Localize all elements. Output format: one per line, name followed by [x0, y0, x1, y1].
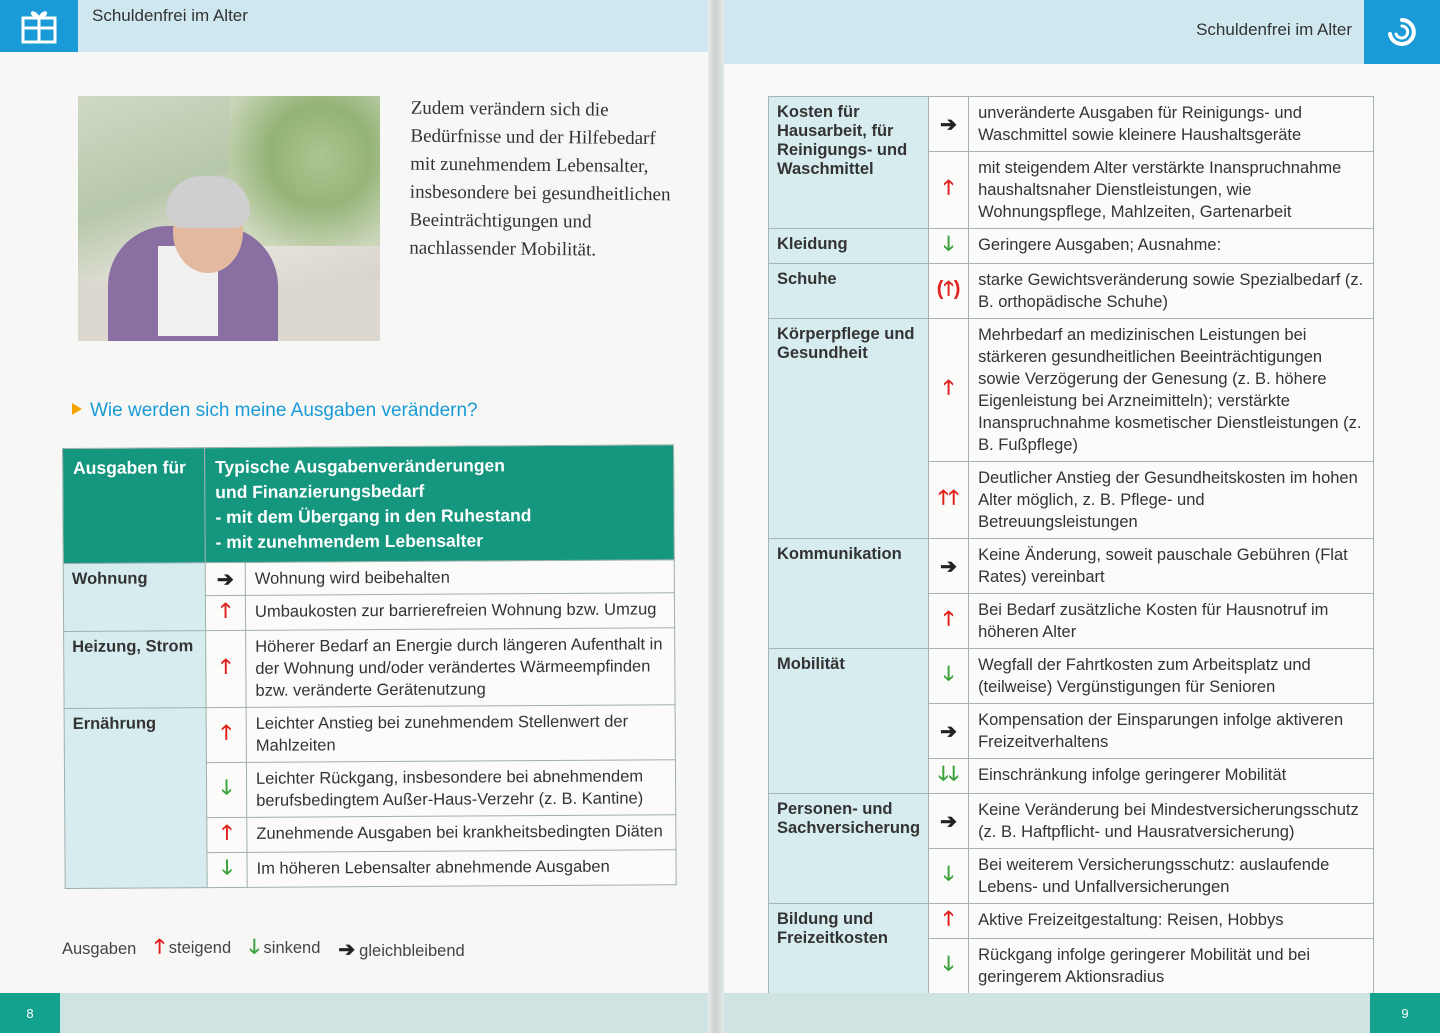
- change-description: Leichter Rückgang, insbesondere bei abnehmendem berufsbedingtem Außer-Haus-Verzehr (z. B. Kantine): [246, 760, 675, 818]
- change-description: Keine Veränderung bei Mindestversicherungsschutz (z. B. Haftpflicht- und Hausratversicherung): [969, 794, 1374, 849]
- header-line: - mit zunehmendem Lebensalter: [215, 530, 484, 553]
- change-description: mit steigendem Alter verstärkte Inanspruchnahme haushaltsnaher Dienstleistungen, wie Wohnungspflege, Mahlzeiten, Gartenarbeit: [969, 152, 1374, 229]
- category-cell: Körperpflege und Gesundheit: [769, 319, 929, 539]
- arrow-up-icon: 🡑: [154, 936, 165, 958]
- category-cell: Heizung, Strom: [64, 631, 206, 709]
- change-description: unveränderte Ausgaben für Reinigungs- und Waschmittel sowie kleinere Haushaltsgeräte: [969, 97, 1374, 152]
- logo: [0, 0, 78, 52]
- table-row: [769, 794, 1374, 849]
- arrow-down-icon: 🡓: [929, 649, 969, 704]
- double-arrow-up-icon: 🡑🡑: [929, 462, 969, 539]
- legend-label: Ausgaben: [62, 939, 137, 958]
- arrow-up-icon: 🡑: [929, 594, 969, 649]
- change-description: Rückgang infolge geringerer Mobilität und bei geringerem Aktionsradius: [969, 939, 1374, 994]
- arrow-down-icon: 🡓: [929, 939, 969, 994]
- category-cell: Mobilität: [769, 649, 929, 794]
- header-col-category: Ausgaben für: [63, 448, 206, 564]
- change-description: Mehrbedarf an medizinischen Leistungen bei stärkeren gesundheitlichen Beeinträchtigungen sowie Verzögerung der Genesung (z. B. höhere Eigenleistung bei Arzneimitteln); verstärkte Inanspruchnahme kosmetischer Dienstleistungen (z. B. Fußpflege): [969, 319, 1374, 462]
- expenses-table-right: [768, 96, 1374, 994]
- category-cell: Wohnung: [63, 563, 205, 632]
- arrow-right-icon: ➔: [205, 562, 245, 595]
- legend: [62, 932, 465, 966]
- footer-band: [716, 993, 1440, 1033]
- arrow-up-parenthesized-icon: (🡑): [929, 264, 969, 319]
- arrow-up-icon: 🡑: [206, 630, 246, 707]
- table-row: [64, 705, 675, 764]
- arrow-up-icon: 🡑: [929, 319, 969, 462]
- table-row: [769, 904, 1374, 939]
- section-question: [72, 400, 478, 422]
- arrow-right-icon: ➔: [929, 794, 969, 849]
- legend-down: sinkend: [263, 939, 321, 957]
- arrow-right-icon: ➔: [929, 539, 969, 594]
- header-title: Schuldenfrei im Alter: [92, 6, 248, 25]
- table-row: [769, 97, 1374, 152]
- change-description: Leichter Anstieg bei zunehmendem Stellenwert der Mahlzeiten: [246, 705, 675, 763]
- change-description: Einschränkung infolge geringerer Mobilität: [969, 759, 1374, 794]
- table-header-row: [63, 445, 675, 564]
- right-page: [716, 0, 1440, 1033]
- swirl-logo-icon: [1382, 12, 1422, 52]
- expenses-table-left: [62, 444, 677, 889]
- change-description: Geringere Ausgaben; Ausnahme:: [969, 229, 1374, 264]
- legend-side: gleichbleibend: [359, 941, 465, 960]
- change-description: Im höheren Lebensalter abnehmende Ausgaben: [247, 850, 676, 888]
- change-description: Umbaukosten zur barrierefreien Wohnung bzw. Umzug: [245, 593, 674, 631]
- gift-box-icon: [19, 6, 59, 46]
- table-row: [769, 229, 1374, 264]
- category-cell: Kleidung: [769, 229, 929, 264]
- table-row: [769, 539, 1374, 594]
- change-description: Kompensation der Einsparungen infolge aktiveren Freizeitverhaltens: [969, 704, 1374, 759]
- logo: [1364, 0, 1440, 64]
- left-page: [0, 0, 716, 1033]
- header-line: - mit dem Übergang in den Ruhestand: [215, 505, 532, 528]
- legend-up: steigend: [168, 939, 232, 957]
- arrow-down-icon: 🡓: [207, 852, 247, 887]
- arrow-down-icon: 🡓: [249, 936, 260, 958]
- change-description: Bei Bedarf zusätzliche Kosten für Hausnotruf im höheren Alter: [969, 594, 1374, 649]
- book-spine: [708, 0, 724, 1033]
- arrow-up-icon: 🡑: [205, 595, 245, 630]
- category-cell: Kommunikation: [769, 539, 929, 649]
- page-number: 9: [1370, 993, 1440, 1033]
- change-description: Zunehmende Ausgaben bei krankheitsbedingten Diäten: [247, 815, 676, 853]
- change-description: starke Gewichtsveränderung sowie Spezialbedarf (z. B. orthopädische Schuhe): [969, 264, 1374, 319]
- change-description: Wohnung wird beibehalten: [245, 560, 674, 596]
- change-description: Höherer Bedarf an Energie durch längeren Aufenthalt in der Wohnung und/oder verändertes Wärmeempfinden bzw. veränderte Gerätenutzung: [246, 628, 675, 708]
- arrow-down-icon: 🡓: [206, 762, 246, 817]
- table-row: [63, 560, 674, 597]
- arrow-right-icon: ➔: [929, 97, 969, 152]
- change-description: Bei weiterem Versicherungsschutz: auslaufende Lebens- und Unfallversicherungen: [969, 849, 1374, 904]
- header-line: und Finanzierungsbedarf: [215, 480, 425, 503]
- arrow-right-icon: ➔: [929, 704, 969, 759]
- table-row: [64, 628, 675, 709]
- triangle-bullet-icon: [72, 403, 82, 415]
- category-cell: Kosten für Hausarbeit, für Reinigungs- und Waschmittel: [769, 97, 929, 229]
- double-arrow-down-icon: 🡓🡓: [929, 759, 969, 794]
- footer-band: [0, 993, 716, 1033]
- change-description: Wegfall der Fahrtkosten zum Arbeitsplatz und (teilweise) Vergünstigungen für Senioren: [969, 649, 1374, 704]
- arrow-down-icon: 🡓: [929, 229, 969, 264]
- table-row: [769, 264, 1374, 319]
- table-row: [769, 319, 1374, 462]
- arrow-up-icon: 🡑: [929, 152, 969, 229]
- page-number: 8: [0, 993, 60, 1033]
- photo-senior-woman: [78, 96, 380, 341]
- header-line: Typische Ausgabenveränderungen: [215, 455, 505, 478]
- category-cell: Schuhe: [769, 264, 929, 319]
- arrow-up-icon: 🡑: [207, 817, 247, 852]
- change-description: Keine Änderung, soweit pauschale Gebühren (Flat Rates) vereinbart: [969, 539, 1374, 594]
- header-col-changes: [205, 445, 675, 563]
- arrow-down-icon: 🡓: [929, 849, 969, 904]
- change-description: Deutlicher Anstieg der Gesundheitskosten im hohen Alter möglich, z. B. Pflege- und Betreuungsleistungen: [969, 462, 1374, 539]
- header-title: Schuldenfrei im Alter: [1196, 20, 1352, 39]
- table-row: [769, 649, 1374, 704]
- change-description: Aktive Freizeitgestaltung: Reisen, Hobbys: [969, 904, 1374, 939]
- category-cell: Bildung und Freizeitkosten: [769, 904, 929, 994]
- arrow-up-icon: 🡑: [929, 904, 969, 939]
- category-cell: Ernährung: [64, 708, 207, 889]
- arrow-right-icon: ➔: [338, 938, 356, 961]
- arrow-up-icon: 🡑: [206, 707, 246, 762]
- category-cell: Personen- und Sachversicherung: [769, 794, 929, 904]
- intro-paragraph: Zudem verändern sich die Bedürfnisse und der Hilfebedarf mit zunehmendem Lebensalter, insbesondere bei gesundheitlichen Beeinträchtigungen und nachlassender Mobilität.: [409, 97, 671, 261]
- section-question-text: Wie werden sich meine Ausgaben verändern?: [90, 400, 478, 421]
